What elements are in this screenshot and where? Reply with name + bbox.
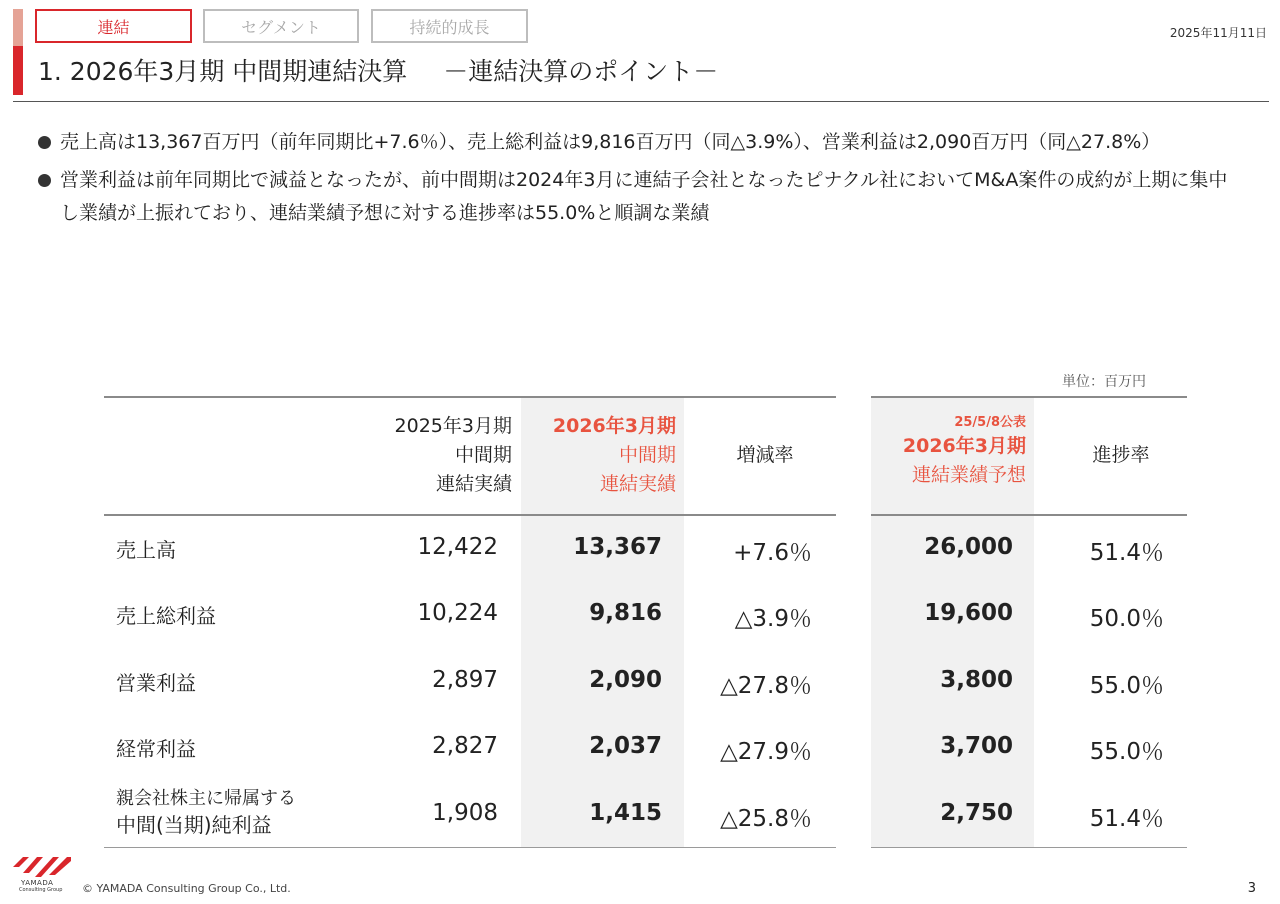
unit-label: 単位：百万円 [1062,374,1146,390]
cell-prev: 2,827 [432,733,498,759]
cell-prev: 1,908 [432,800,498,826]
bullet-dot-icon [38,174,51,187]
cell-change: △27.9％ [720,739,812,765]
cell-progress: 51.4％ [1089,540,1164,566]
header-prev-line1: 2025年3月期 [394,415,512,437]
header-bottom-rule [104,514,836,516]
row-label: 営業利益 [116,671,196,695]
row-label-line2: 中間(当期)純利益 [116,813,272,837]
accent-bar-bottom [13,46,23,95]
cell-prev: 2,897 [432,667,498,693]
tab-segment[interactable]: セグメント [203,9,359,43]
header-prev-line2: 中間期 [454,444,512,466]
header-curr-line1: 2026年3月期 [552,415,676,437]
header-current-period [521,412,676,499]
forecast-top-rule [871,396,1187,398]
page-title-main: 1. 2026年3月期 中間期連結決算 [38,57,408,86]
cell-progress: 55.0％ [1089,739,1164,765]
summary-bullets [38,126,1238,235]
bullet-item [38,164,1238,230]
accent-bar-top [13,9,23,46]
cell-forecast: 26,000 [924,534,1013,560]
cell-progress: 50.0％ [1089,606,1164,632]
header-change-rate: 増減率 [736,444,794,466]
page-title [38,52,718,88]
logo-subtext: Consulting Group [19,887,63,893]
bullet-text: 売上高は13,367百万円（前年同期比+7.6％）、売上総利益は9,816百万円（同△3.9%）、営業利益は2,090百万円（同△27.8%） [60,131,1161,153]
cell-forecast: 19,600 [924,600,1013,626]
cell-progress: 51.4％ [1089,806,1164,832]
title-divider [13,101,1269,102]
company-logo [11,855,73,895]
forecast-bottom-rule [871,847,1187,848]
row-label [116,785,296,839]
report-date: 2025年11月11日 [1169,26,1267,40]
cell-forecast: 2,750 [940,800,1013,826]
cell-change: +7.6％ [733,540,812,566]
page-number: 3 [1247,881,1256,896]
bullet-item [38,126,1238,159]
cell-curr: 13,367 [573,534,662,560]
row-label: 売上高 [116,538,176,562]
cell-curr: 1,415 [589,800,662,826]
header-forecast-line2: 連結業績予想 [911,464,1026,486]
row-label-line1: 親会社株主に帰属する [116,788,296,809]
bullet-dot-icon [38,136,51,149]
cell-curr: 9,816 [589,600,662,626]
header-curr-line3: 連結実績 [599,473,676,495]
cell-curr: 2,037 [589,733,662,759]
copyright: © YAMADA Consulting Group Co., Ltd. [82,882,291,895]
cell-curr: 2,090 [589,667,662,693]
cell-change: △25.8％ [720,806,812,832]
header-prev-period [330,412,512,499]
cell-prev: 12,422 [417,534,498,560]
logo-text: YAMADA [21,879,54,887]
header-forecast [871,414,1026,490]
page-title-sub: －連結決算のポイント－ [443,57,719,86]
header-curr-line2: 中間期 [618,444,676,466]
header-progress-rate: 進捗率 [1092,444,1150,466]
header-prev-line3: 連結実績 [435,473,512,495]
title-accent-bar [13,9,23,95]
header-forecast-line1: 2026年3月期 [902,435,1026,457]
cell-forecast: 3,800 [940,667,1013,693]
bullet-text: 営業利益は前年同期比で減益となったが、前中間期は2024年3月に連結子会社となったピナクル社においてM&A案件の成約が上期に集中し業績が上振れており、連結業績予想に対する進捗率は55.0%と順調な業績 [60,169,1228,224]
table-top-rule [104,396,836,398]
tab-consolidated[interactable]: 連結 [35,9,192,43]
cell-prev: 10,224 [417,600,498,626]
cell-change: △27.8％ [720,673,812,699]
row-label: 売上総利益 [116,604,216,628]
row-label: 経常利益 [116,737,196,761]
forecast-header-rule [871,514,1187,516]
table-bottom-rule [104,847,836,848]
cell-forecast: 3,700 [940,733,1013,759]
header-forecast-note: 25/5/8公表 [954,415,1026,430]
tab-sustainable-growth[interactable]: 持続的成長 [371,9,528,43]
cell-progress: 55.0％ [1089,673,1164,699]
cell-change: △3.9％ [734,606,812,632]
